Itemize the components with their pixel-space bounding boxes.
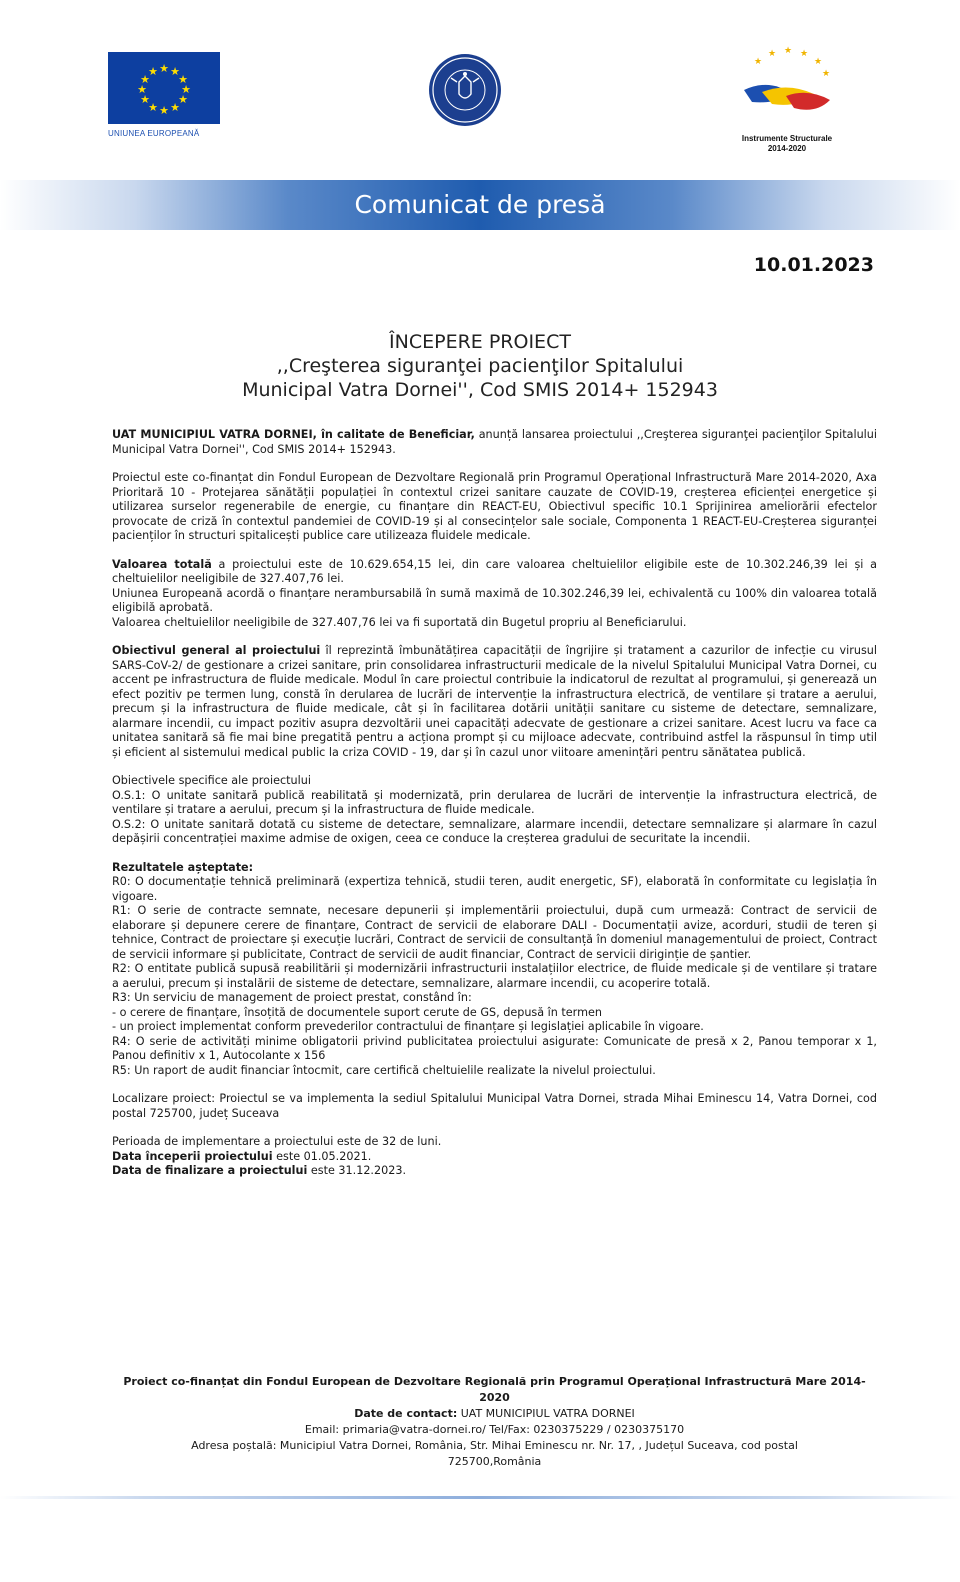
footer-email-line: Email: primaria@vatra-dornei.ro/ Tel/Fax: 0230375229 / 0230375170 bbox=[304, 1423, 685, 1436]
objective-os2: O.S.2: O unitate sanitară dotată cu sisteme de detectare, semnalizare, alarmare incendii, detectare semnalizare și alarmare în cazul depășirii concentrației maxime admise de oxigen, ceea ce conduce la creșterea gradului de securitate la incendii. bbox=[112, 817, 877, 845]
footer-funding-text: Proiect co-finanțat din Fondul European de Dezvoltare Regională prin Programul Operațional Infrastructură Mare 2014-2020 bbox=[123, 1375, 866, 1404]
svg-text:★: ★ bbox=[178, 73, 188, 86]
title-line-2: ,,Creşterea siguranţei pacienţilor Spitalului bbox=[276, 355, 684, 377]
release-date: 10.01.2023 bbox=[753, 254, 874, 276]
result-r1: R1: O serie de contracte semnate, necesare depunerii și implementării proiectului, după cum urmează: Contract de servicii de elaborare și depunere cerere de finanțare, Contract de servicii de elaborare DALI - Documentații avize, acorduri, studii de teren și tehnice, Contract de proiectare și execuție lucrări, Contract de servicii de consultanță în domeniul managementului de proiect, Contract de servicii informare și publicitate, Contract de servicii de audit financiar, Contract de servicii diriginție de șantier. bbox=[112, 904, 877, 961]
footer-contact-name: UAT MUNICIPIUL VATRA DORNEI bbox=[457, 1407, 635, 1420]
svg-text:★: ★ bbox=[178, 93, 188, 106]
svg-text:★: ★ bbox=[159, 104, 169, 117]
svg-text:★: ★ bbox=[767, 49, 777, 59]
is-caption-line2: 2014-2020 bbox=[767, 144, 807, 153]
start-date-text: este 01.05.2021. bbox=[272, 1149, 372, 1163]
svg-text:★: ★ bbox=[753, 57, 763, 67]
svg-text:★: ★ bbox=[159, 62, 169, 75]
eu-logo bbox=[108, 52, 222, 138]
specific-objectives-heading: Obiectivele specifice ale proiectului bbox=[112, 774, 311, 787]
value-bold: Valoarea totală bbox=[112, 557, 212, 571]
funding-paragraph: Proiectul este co-finanțat din Fondul European de Dezvoltare Regională prin Programul Operațional Infrastructură Mare 2014-2020, Axa Prioritară 10 - Protejarea sănătății populației în contextul crizei sanitare cauzate de COVID-19, creșterea eficienței energetice și utilizarea surselor regenerabile de energie, cu finanțare din REACT-EU, Obiectivul specific 10.1 Sprijinirea ameliorării efectelor provocate de criză în contextul pandemiei de COVID-19 și al consecințelor sale sociale, Componenta 1 REACT-EU-Creșterea siguranței pacienților în structuri spitalicești publice care utilizeaza fluidele medicale. bbox=[112, 471, 877, 542]
start-date-paragraph bbox=[112, 1150, 877, 1165]
eu-flag-icon bbox=[108, 52, 220, 124]
footer-funding-line bbox=[112, 1374, 877, 1406]
result-r0: R0: O documentație tehnică preliminară (expertiza tehnică, studii teren, audit energetic, SF), elaborată în conformitate cu legislația în vigoare. bbox=[112, 875, 877, 903]
value-paragraph bbox=[112, 558, 877, 587]
bottom-divider bbox=[0, 1496, 960, 1499]
document-body bbox=[112, 428, 877, 1179]
document-title bbox=[0, 330, 960, 402]
location-paragraph: Localizare proiect: Proiectul se va implementa la sediul Spitalului Municipal Vatra Dornei, strada Mihai Eminescu 14, Vatra Dornei, cod postal 725700, județ Suceava bbox=[112, 1092, 877, 1120]
objective-text: îl reprezintă îmbunătățirea capacității de îngrijire și tratament a cazurilor de infecție cu virusul SARS-CoV-2/ de gestionare a crizei sanitare, prin consolidarea infrastructurii medicale de la nivelul Spitalului Municipal Vatra Dornei, cu accent pe infrastructura de fluide medicale. Modul în care proiectul contribuie la indicatorul de rezultat al programului, și generează un efect pozitiv pe termen lung, constă în derularea de lucrări de intervenție la infrastructura electrică, de ventilare și tratare a aerului, precum și la infrastructura de fluide medicale, cât și în facilitarea dotării unității sanitare cu sisteme de detectare, semnalizare, alarmare incendii, cu impact pozitiv asupra dezvoltării unei capacități adecvate de gestionare a crizei sanitare. Acest lucru va face ca unitatea sanitară să fie mai bine pregatită pentru a acționa prompt și cu mijloace adecvate, contribuind astfel la răspunsul în timp util și eficient al sistemului medical public la criza COVID - 19, dar și în cazul unor viitoare amenințări pentru sănătatea publică. bbox=[112, 644, 877, 759]
end-date-bold: Data de finalizare a proiectului bbox=[112, 1164, 308, 1177]
intro-text: anunță lansarea proiectului ,,Creşterea siguranţei pacienţilor Spitalului Municipal Vatra Dornei'', Cod SMIS 2014+ 152943. bbox=[112, 428, 877, 456]
period-paragraph: Perioada de implementare a proiectului este de 32 de luni. bbox=[112, 1135, 442, 1148]
result-r4: R4: O serie de activități minime obligatorii privind publicitatea proiectului asigurate: Comunicate de presă x 2, Panou temporar x 1, Panou definitiv x 1, Autocolante x 156 bbox=[112, 1034, 877, 1062]
svg-text:★: ★ bbox=[170, 65, 180, 78]
svg-text:★: ★ bbox=[137, 83, 147, 96]
banner-title: Comunicat de presă bbox=[354, 190, 606, 219]
structural-instruments-icon bbox=[722, 42, 852, 130]
svg-text:★: ★ bbox=[181, 83, 191, 96]
result-r3a: - o cerere de finanțare, însoțită de documentele suport cerute de GS, depusă în termen bbox=[112, 1005, 602, 1019]
intro-paragraph bbox=[112, 428, 877, 457]
result-r2: R2: O entitate publică supusă reabilitării și modernizării infrastructurii instalațiilor electrice, de fluide medicale și de ventilare și tratare a aerului, precum și instalării de sisteme de detectare, semnalizare, alarmare incendii, cu acoperire totală. bbox=[112, 962, 877, 990]
value-own-paragraph: Valoarea cheltuielilor neeligibile de 327.407,76 lei va fi suportată din Bugetul propriu al Beneficiarului. bbox=[112, 615, 687, 629]
result-r3b: - un proiect implementat conform prevederilor contractului de finanțare și legislației aplicabile în vigoare. bbox=[112, 1020, 704, 1033]
title-line-1: ÎNCEPERE PROIECT bbox=[389, 331, 571, 353]
government-seal-icon bbox=[427, 52, 503, 128]
results-heading bbox=[112, 861, 877, 876]
objective-os1: O.S.1: O unitate sanitară publică reabilitată și modernizată, prin derularea de lucrări de intervenție la infrastructura electrică, de ventilare și tratare a aerului, precum și la infrastructura de fluide medicale. bbox=[112, 788, 877, 816]
end-date-paragraph bbox=[112, 1164, 877, 1179]
svg-text:★: ★ bbox=[148, 101, 158, 114]
footer bbox=[112, 1374, 877, 1470]
result-r5: R5: Un raport de audit financiar întocmit, care certifică cheltuielile realizate la nivelul proiectului. bbox=[112, 1063, 656, 1077]
end-date-text: este 31.12.2023. bbox=[307, 1164, 407, 1177]
svg-text:★: ★ bbox=[799, 49, 809, 59]
svg-text:★: ★ bbox=[170, 101, 180, 114]
is-caption-line1: Instrumente Structurale bbox=[741, 134, 833, 143]
title-line-3: Municipal Vatra Dornei'', Cod SMIS 2014+ 152943 bbox=[242, 379, 718, 401]
svg-text:★: ★ bbox=[813, 57, 823, 67]
footer-contact-label: Date de contact: bbox=[354, 1407, 458, 1420]
header-logos bbox=[0, 0, 960, 180]
start-date-bold: Data începerii proiectului bbox=[112, 1149, 273, 1163]
footer-contact-line bbox=[112, 1406, 877, 1422]
svg-text:★: ★ bbox=[140, 73, 150, 86]
value-eu-paragraph: Uniunea Europeană acordă o finanțare nerambursabilă în sumă maximă de 10.302.246,39 lei, echivalentă cu 100% din valoarea totală eligibilă aprobată. bbox=[112, 586, 877, 614]
intro-bold: UAT MUNICIPIUL VATRA DORNEI, în calitate de Beneficiar, bbox=[112, 428, 475, 441]
objective-paragraph bbox=[112, 644, 877, 760]
results-heading-text: Rezultatele așteptate: bbox=[112, 860, 254, 874]
eu-caption: UNIUNEA EUROPEANĂ bbox=[108, 129, 200, 138]
footer-address-line1: Adresa poștală: Municipiul Vatra Dornei, România, Str. Mihai Eminescu nr. Nr. 17, , Județul Suceava, cod postal bbox=[191, 1439, 798, 1452]
objective-bold: Obiectivul general al proiectului bbox=[112, 644, 321, 657]
svg-text:★: ★ bbox=[821, 69, 831, 79]
press-release-banner bbox=[0, 180, 960, 230]
result-r3: R3: Un serviciu de management de proiect prestat, constând în: bbox=[112, 991, 472, 1004]
svg-text:★: ★ bbox=[140, 93, 150, 106]
svg-text:★: ★ bbox=[148, 65, 158, 78]
footer-address-line2: 725700,România bbox=[447, 1455, 542, 1468]
value-text: a proiectului este de 10.629.654,15 lei, din care valoarea cheltuielilor eligibile este de 10.302.246,39 lei și a cheltuielilor neeligibile de 327.407,76 lei. bbox=[112, 557, 878, 585]
svg-text:★: ★ bbox=[783, 46, 793, 56]
structural-instruments-logo bbox=[722, 42, 852, 154]
